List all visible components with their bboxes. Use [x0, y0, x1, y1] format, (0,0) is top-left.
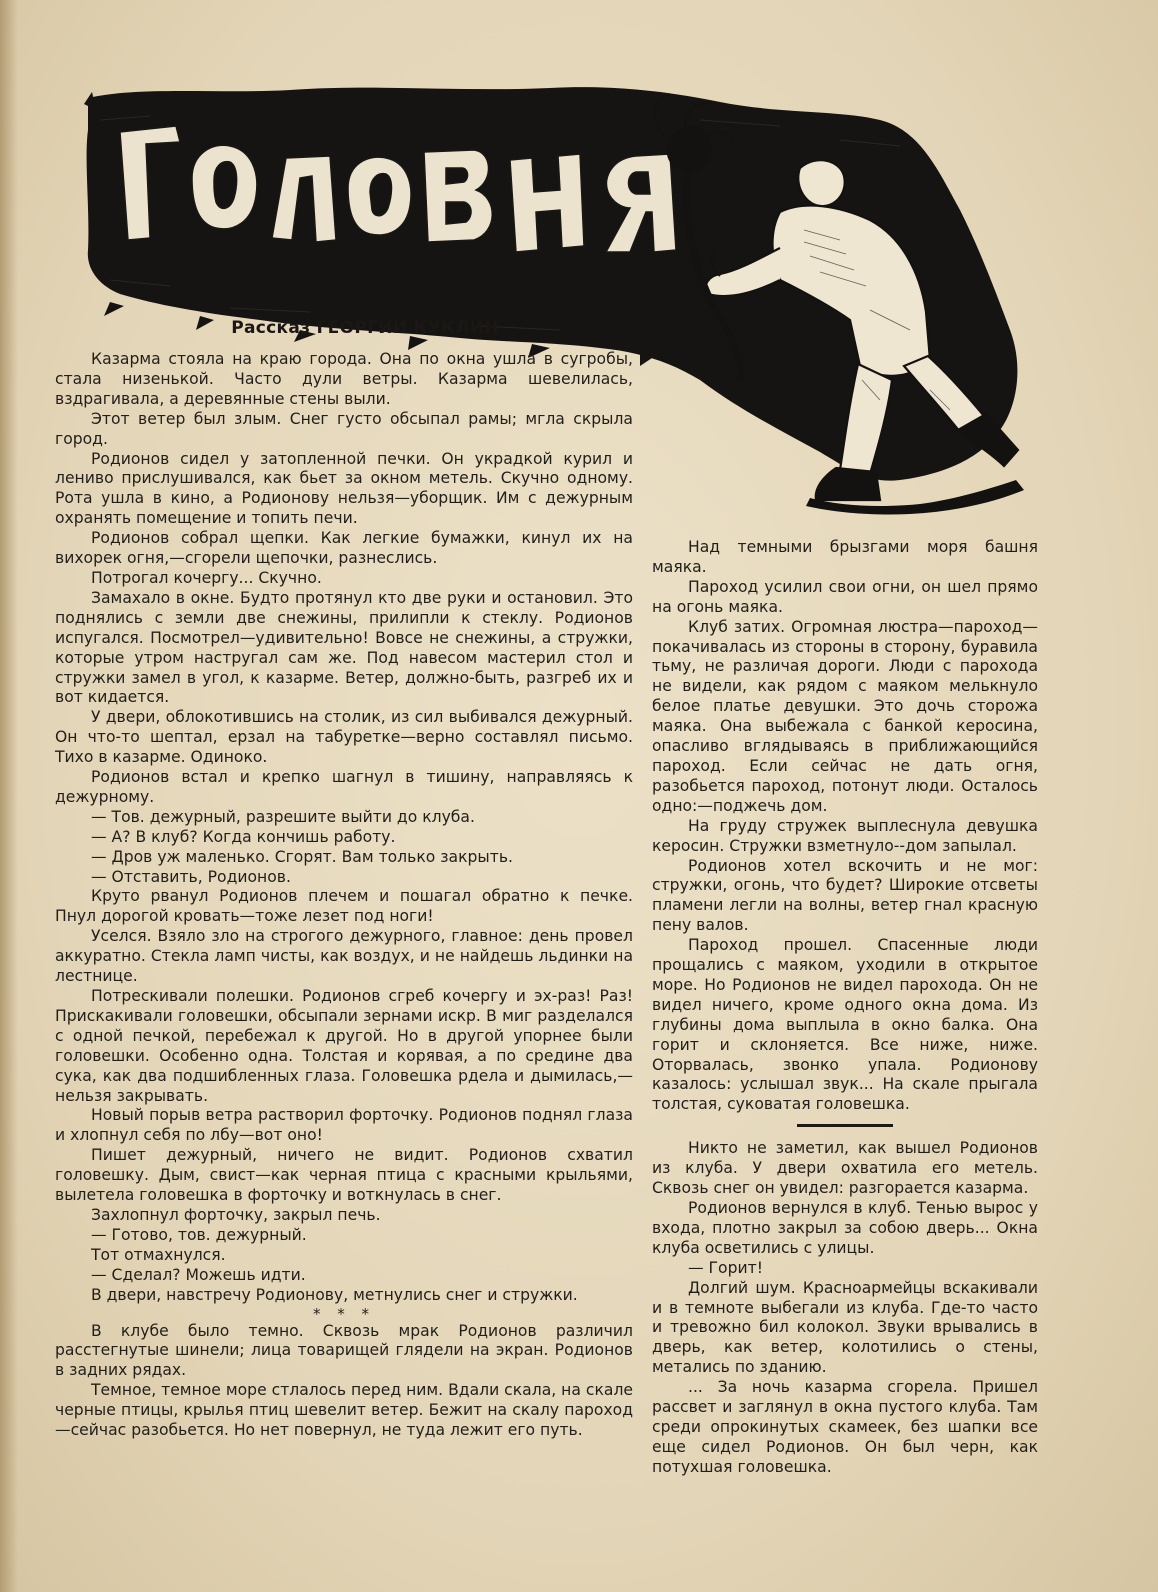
left-text-column	[55, 350, 633, 1441]
right-text-column	[652, 538, 1038, 1478]
dialogue-line: — Сделал? Можешь идти.	[91, 1265, 306, 1284]
title-letter-v	[424, 150, 492, 242]
paragraph: Новый порыв ветра растворил форточку. Родионов поднял глаза и хлопнул себя по лбу—вот оно!	[55, 1106, 633, 1145]
paragraph: Долгий шум. Красноармейцы вскакивали и в темноте выбегали из клуба. Где-то часто и тревожно бил колокол. Звуки врывались в дверь, как ветер, колотились о стены, метались по зданию.	[652, 1278, 1038, 1377]
paragraph: Родионов вернулся в клуб. Тенью вырос у входа, плотно закрыл за собою дверь... Окна клуба осветились с улицы.	[652, 1199, 1038, 1257]
paragraph: Круто рванул Родионов плечем и пошагал обратно к печке. Пнул дорогой кровать—тоже лезет под ноги!	[55, 887, 633, 926]
paragraph: Пароход усилил свои огни, он шел прямо на огонь маяка.	[652, 577, 1038, 616]
paragraph: Родионов сидел у затопленной печки. Он украдкой курил и лениво прислушивался, как бьет за окном метель. Скучно одному. Рота ушла в кино, а Родионову нельзя—уборщик. Им с дежурным охранять помещение и топить печи.	[55, 449, 633, 528]
paragraph: У двери, облокотившись на столик, из сил выбивался дежурный. Он что-то шептал, ерзал на табуретке—верно составлял письмо. Тихо в казарме. Одиноко.	[55, 708, 633, 767]
dialogue-line: — Отставить, Родионов.	[91, 867, 291, 886]
paragraph: Тот отмахнулся.	[91, 1245, 226, 1264]
paragraph: Над темными брызгами моря башня маяка.	[652, 538, 1038, 576]
paragraph: Замахало в окне. Будто протянул кто две руки и остановил. Это поднялись с земли две снежины, прилипли к стеклу. Родионов испугался. Посмотрел—удивительно! Вовсе не снежины, а стружки, которые утром настругал сам же. Под навесом мастерил стол и стружки замел в угол, к казарме. Ветер, должно-быть, разгреб их и вот кидается.	[55, 588, 633, 707]
byline: Рассказ ГЕОРГИЙ КУКЛИН	[231, 318, 499, 338]
paragraph: Родионов встал и крепко шагнул в тишину, направляясь к дежурному.	[55, 768, 633, 806]
paragraph: Темное, темное море стлалось перед ним. Вдали скала, на скале черные птицы, крылья птиц шевелит ветер. Бежит на скалу пароход—сейчас разобьется. Но нет повернул, не туда лежит его путь.	[55, 1381, 633, 1440]
dialogue-line: — Тов. дежурный, разрешите выйти до клуба.	[91, 807, 475, 826]
paragraph: Родионов собрал щепки. Как легкие бумажки, кинул их на вихорек огня,—сгорели щепочки, разнеслись.	[55, 529, 633, 568]
paragraph: Потрогал кочергу... Скучно.	[91, 568, 322, 587]
dialogue-line: — Готово, тов. дежурный.	[91, 1225, 307, 1244]
paragraph: Казарма стояла на краю города. Она по окна ушла в сугробы, стала низенькой. Часто дули ветры. Казарма шевелилась, вздрагивала, а деревянные стены выли.	[55, 350, 633, 408]
paragraph: В клубе было темно. Сквозь мрак Родионов различил расстегнутые шинели; лица товарищей глядели на экран. Родионов в задних рядах.	[55, 1321, 633, 1380]
dialogue-line: — Горит!	[688, 1258, 763, 1277]
paragraph: На груду стружек выплеснула девушка керосин. Стружки взметнуло--дом запылал.	[652, 816, 1038, 855]
dialogue-line: — Дров уж маленько. Сгорят. Вам только закрыть.	[91, 847, 513, 866]
paragraph: Пароход прошел. Спасенные люди прощались с маяком, уходили в открытое море. Но Родионов не видел парохода. Он не видел ничего, кроме одного окна дома. Из глубины дома выплыла в окно балка. Она горит и склоняется. Все ниже, ниже. Оторвалась, звонко упала. Родионову казалось: услышал звук... На скале прыгала толстая, суковатая головешка.	[652, 936, 1038, 1114]
page-binding-edge	[0, 0, 18, 1592]
paragraph: Потрескивали полешки. Родионов сгреб кочергу и эх-раз! Раз! Прискакивали головешки, обсыпали зернами искр. В миг разделался с одной печкой, перебежал к другой. Но в другой упорнее были головешки. Особенно одна. Толстая и корявая, а по средине два сука, как два подшибленных глаза. Головешка рдела и дымилась,—нельзя закрывать.	[55, 987, 633, 1105]
paragraph: Родионов хотел вскочить и не мог: стружки, огонь, что будет? Широкие отсветы пламени легли на волны, ветер гнал красную пену валов.	[652, 856, 1038, 935]
dialogue-line: — А? В клуб? Когда кончишь работу.	[91, 827, 396, 846]
paragraph: Никто не заметил, как вышел Родионов из клуба. У двери охватила его метель. Сквозь снег он увидел: разгорается казарма.	[652, 1139, 1038, 1198]
section-divider-rule	[797, 1124, 893, 1127]
paragraph: Клуб затих. Огромная люстра—пароход—покачивалась из стороны в сторону, буравила тьму, не различая дороги. Люди с парохода не видели, как рядом с маяком мелькнуло белое платье девушки. Это дочь сторожа маяка. Она выбежала с банкой керосина, опасливо вглядываясь в приближающийся пароход. Если сейчас не дать огня, разобьется пароход, потонут люди. Осталось одно:—поджечь дом.	[652, 617, 1038, 815]
paragraph: ... За ночь казарма сгорела. Пришел рассвет и заглянул в окна пустого клуба. Там среди опрокинутых скамеек, без шапки все еще сидел Родионов. Он был черн, как потухшая головешка.	[652, 1378, 1038, 1476]
paragraph: В двери, навстречу Родионову, метнулись снег и стружки.	[91, 1285, 578, 1304]
paragraph: Пишет дежурный, ничего не видит. Родионов схватил головешку. Дым, свист—как черная птица с красными крыльями, вылетела головешка в форточку и воткнулась в снег.	[55, 1146, 633, 1205]
paragraph: Захлопнул форточку, закрыл печь.	[91, 1205, 381, 1224]
section-separator-asterisks: * * *	[312, 1304, 376, 1323]
paragraph: Уселся. Взяло зло на строгого дежурного, главное: день провел аккуратно. Стекла ламп чисты, как воздух, и не найдешь льдинки на лестнице.	[55, 927, 633, 986]
paragraph: Этот ветер был злым. Снег густо обсыпал рамы; мгла скрыла город.	[55, 409, 633, 448]
